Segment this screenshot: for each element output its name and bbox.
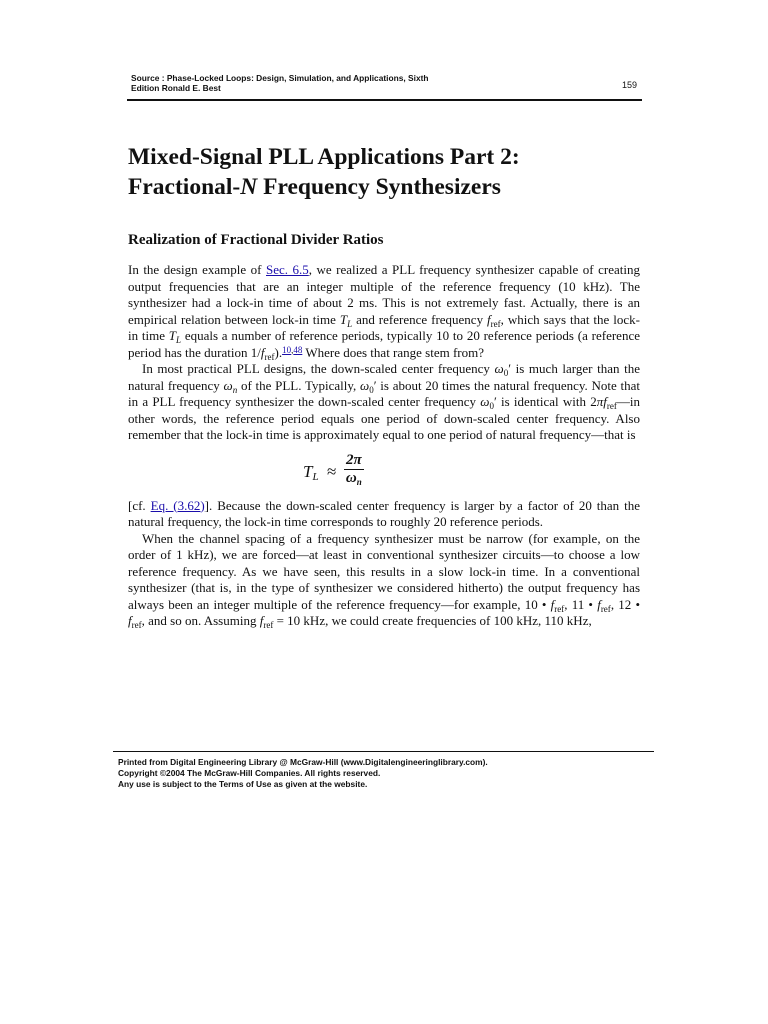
paragraph-2 bbox=[128, 361, 640, 444]
symbol-sub-L: L bbox=[176, 335, 182, 345]
symbol-sub-L: L bbox=[347, 318, 353, 329]
text-run: is identical with 2 bbox=[496, 394, 597, 409]
text-run: , 12 • bbox=[610, 596, 640, 612]
text-run: is about 20 times the natural frequency. Note that in a PLL frequency synthesizer the down-scaled center frequency bbox=[128, 377, 640, 409]
chapter-title-n: N bbox=[240, 174, 258, 200]
paragraph-1 bbox=[128, 262, 640, 361]
body-text bbox=[128, 262, 640, 630]
text-run: When the channel spacing of a frequency synthesizer must be narrow (for example, on the order of 1 kHz), we are forced—at least in conventional synthesizer circuits—to choose a low reference frequency. As we have seen, this results in a slow lock-in time. In a conventional synthesizer (that is, in the type of synthesizer we considered hitherto) the output frequency has always been an integer multiple of the reference frequency—for example, 10 • bbox=[128, 530, 640, 612]
symbol-sub-ref: ref bbox=[131, 620, 142, 630]
symbol-pi: π bbox=[596, 394, 604, 409]
source-line-1: Source : Phase-Locked Loops: Design, Simulation, and Applications, Sixth bbox=[131, 73, 429, 83]
page-number: 159 bbox=[621, 80, 637, 90]
symbol-f: f bbox=[597, 596, 601, 612]
chapter-title bbox=[128, 142, 648, 202]
symbol-sub-ref: ref bbox=[263, 620, 274, 630]
footer-line-3: Any use is subject to the Terms of Use as given at the website. bbox=[118, 779, 368, 789]
source-line-2: Edition Ronald E. Best bbox=[131, 83, 221, 93]
equation-denominator-var: ω bbox=[345, 469, 357, 486]
text-run: and reference frequency bbox=[352, 311, 488, 327]
equation-lhs-var: T bbox=[303, 461, 313, 481]
symbol-f: f bbox=[128, 613, 132, 628]
text-run: , which says that the lock-in time bbox=[128, 311, 640, 343]
chapter-title-part: Fractional- bbox=[128, 174, 241, 200]
text-run: In the design example of bbox=[128, 262, 266, 277]
symbol-sub-0: 0 bbox=[369, 384, 374, 395]
equation-denominator bbox=[344, 470, 364, 487]
chapter-title-line-1: Mixed-Signal PLL Applications Part 2: bbox=[128, 144, 520, 170]
equation-fraction bbox=[344, 452, 364, 487]
footer-line-1: Printed from Digital Engineering Library @ McGraw-Hill (www.Digitalengineeringlibrary.com). bbox=[118, 757, 488, 767]
symbol-f: f bbox=[260, 344, 265, 360]
link-sec-6-5[interactable]: Sec. 6.5 bbox=[266, 262, 309, 277]
footer-divider bbox=[113, 751, 654, 752]
page-footer bbox=[118, 757, 658, 790]
text-run: [cf. bbox=[128, 497, 151, 513]
text-run: = 10 kHz, we could create frequencies of 100 kHz, 110 kHz, bbox=[273, 613, 592, 628]
symbol-prime: ′ bbox=[493, 394, 497, 409]
chapter-title-part: Frequency Synthesizers bbox=[257, 174, 501, 200]
equation-denominator-sub: n bbox=[356, 476, 362, 487]
text-run: equals a number of reference periods, typically 10 to 20 reference periods (a reference period has the duration 1/ bbox=[128, 328, 640, 360]
ref-separator: , bbox=[291, 344, 294, 355]
symbol-sub-ref: ref bbox=[490, 318, 501, 329]
text-run: ). bbox=[274, 344, 283, 360]
text-run: of the PLL. Typically, bbox=[237, 377, 361, 393]
text-run: is much larger than the natural frequency bbox=[128, 361, 640, 393]
symbol-sub-ref: ref bbox=[554, 603, 565, 614]
header-divider bbox=[127, 99, 642, 101]
symbol-prime: ′ bbox=[508, 361, 512, 376]
symbol-prime: ′ bbox=[373, 377, 377, 393]
text-run: , we realized a PLL frequency synthesizer capable of creating output frequencies that are an integer multiple of the reference frequency (10 kHz). The synthesizer had a lock-in time of about 2 ms. This is not extremely fast. Actually, there is an empirical relation between lock-in time bbox=[128, 262, 640, 327]
text-run: In most practical PLL designs, the down-scaled center frequency bbox=[142, 361, 495, 376]
symbol-sub-ref: ref bbox=[600, 603, 611, 614]
symbol-omega: ω bbox=[223, 377, 233, 393]
symbol-f: f bbox=[259, 613, 264, 628]
equation-lhs-sub: L bbox=[312, 470, 319, 483]
equation-numerator: 2π bbox=[346, 451, 362, 468]
paragraph-3 bbox=[128, 498, 640, 531]
link-eq-3-62[interactable]: Eq. (3.62) bbox=[150, 497, 205, 513]
symbol-omega: ω bbox=[480, 394, 490, 409]
equation-lock-in-time bbox=[128, 444, 640, 498]
symbol-sub-ref: ref bbox=[264, 351, 275, 362]
section-heading: Realization of Fractional Divider Ratios bbox=[128, 232, 384, 248]
symbol-T: T bbox=[339, 311, 348, 327]
equation-lhs bbox=[303, 461, 319, 483]
symbol-sub-ref: ref bbox=[606, 401, 617, 411]
paragraph-4 bbox=[128, 531, 640, 630]
equation-approx-sign: ≈ bbox=[327, 461, 337, 481]
symbol-sub-n: n bbox=[232, 384, 238, 395]
ref-link-10[interactable]: 10 bbox=[282, 344, 292, 355]
symbol-sub-0: 0 bbox=[503, 368, 509, 378]
text-run: , and so on. Assuming bbox=[141, 613, 260, 628]
symbol-T: T bbox=[168, 328, 177, 343]
symbol-f: f bbox=[603, 394, 607, 409]
text-run: Where does that range stem from? bbox=[302, 344, 485, 360]
text-run: —in other words, the reference period equals one period of down-scaled center frequency. Also remember that the lock-in time is approximately equal to one period of natural frequency—that is bbox=[128, 394, 640, 442]
symbol-f: f bbox=[550, 596, 555, 612]
footer-line-2: Copyright ©2004 The McGraw-Hill Companies. All rights reserved. bbox=[118, 768, 381, 778]
symbol-omega: ω bbox=[360, 377, 370, 393]
symbol-sub-0: 0 bbox=[489, 401, 494, 411]
text-run: , 11 • bbox=[564, 596, 598, 612]
text-run: ]. Because the down-scaled center frequency is larger by a factor of 20 than the natural frequency, the lock-in time corresponds to roughly 20 reference periods. bbox=[128, 497, 640, 529]
symbol-f: f bbox=[487, 311, 491, 327]
symbol-omega: ω bbox=[494, 361, 504, 376]
ref-link-48[interactable]: 48 bbox=[293, 344, 303, 355]
page-header bbox=[131, 73, 641, 93]
